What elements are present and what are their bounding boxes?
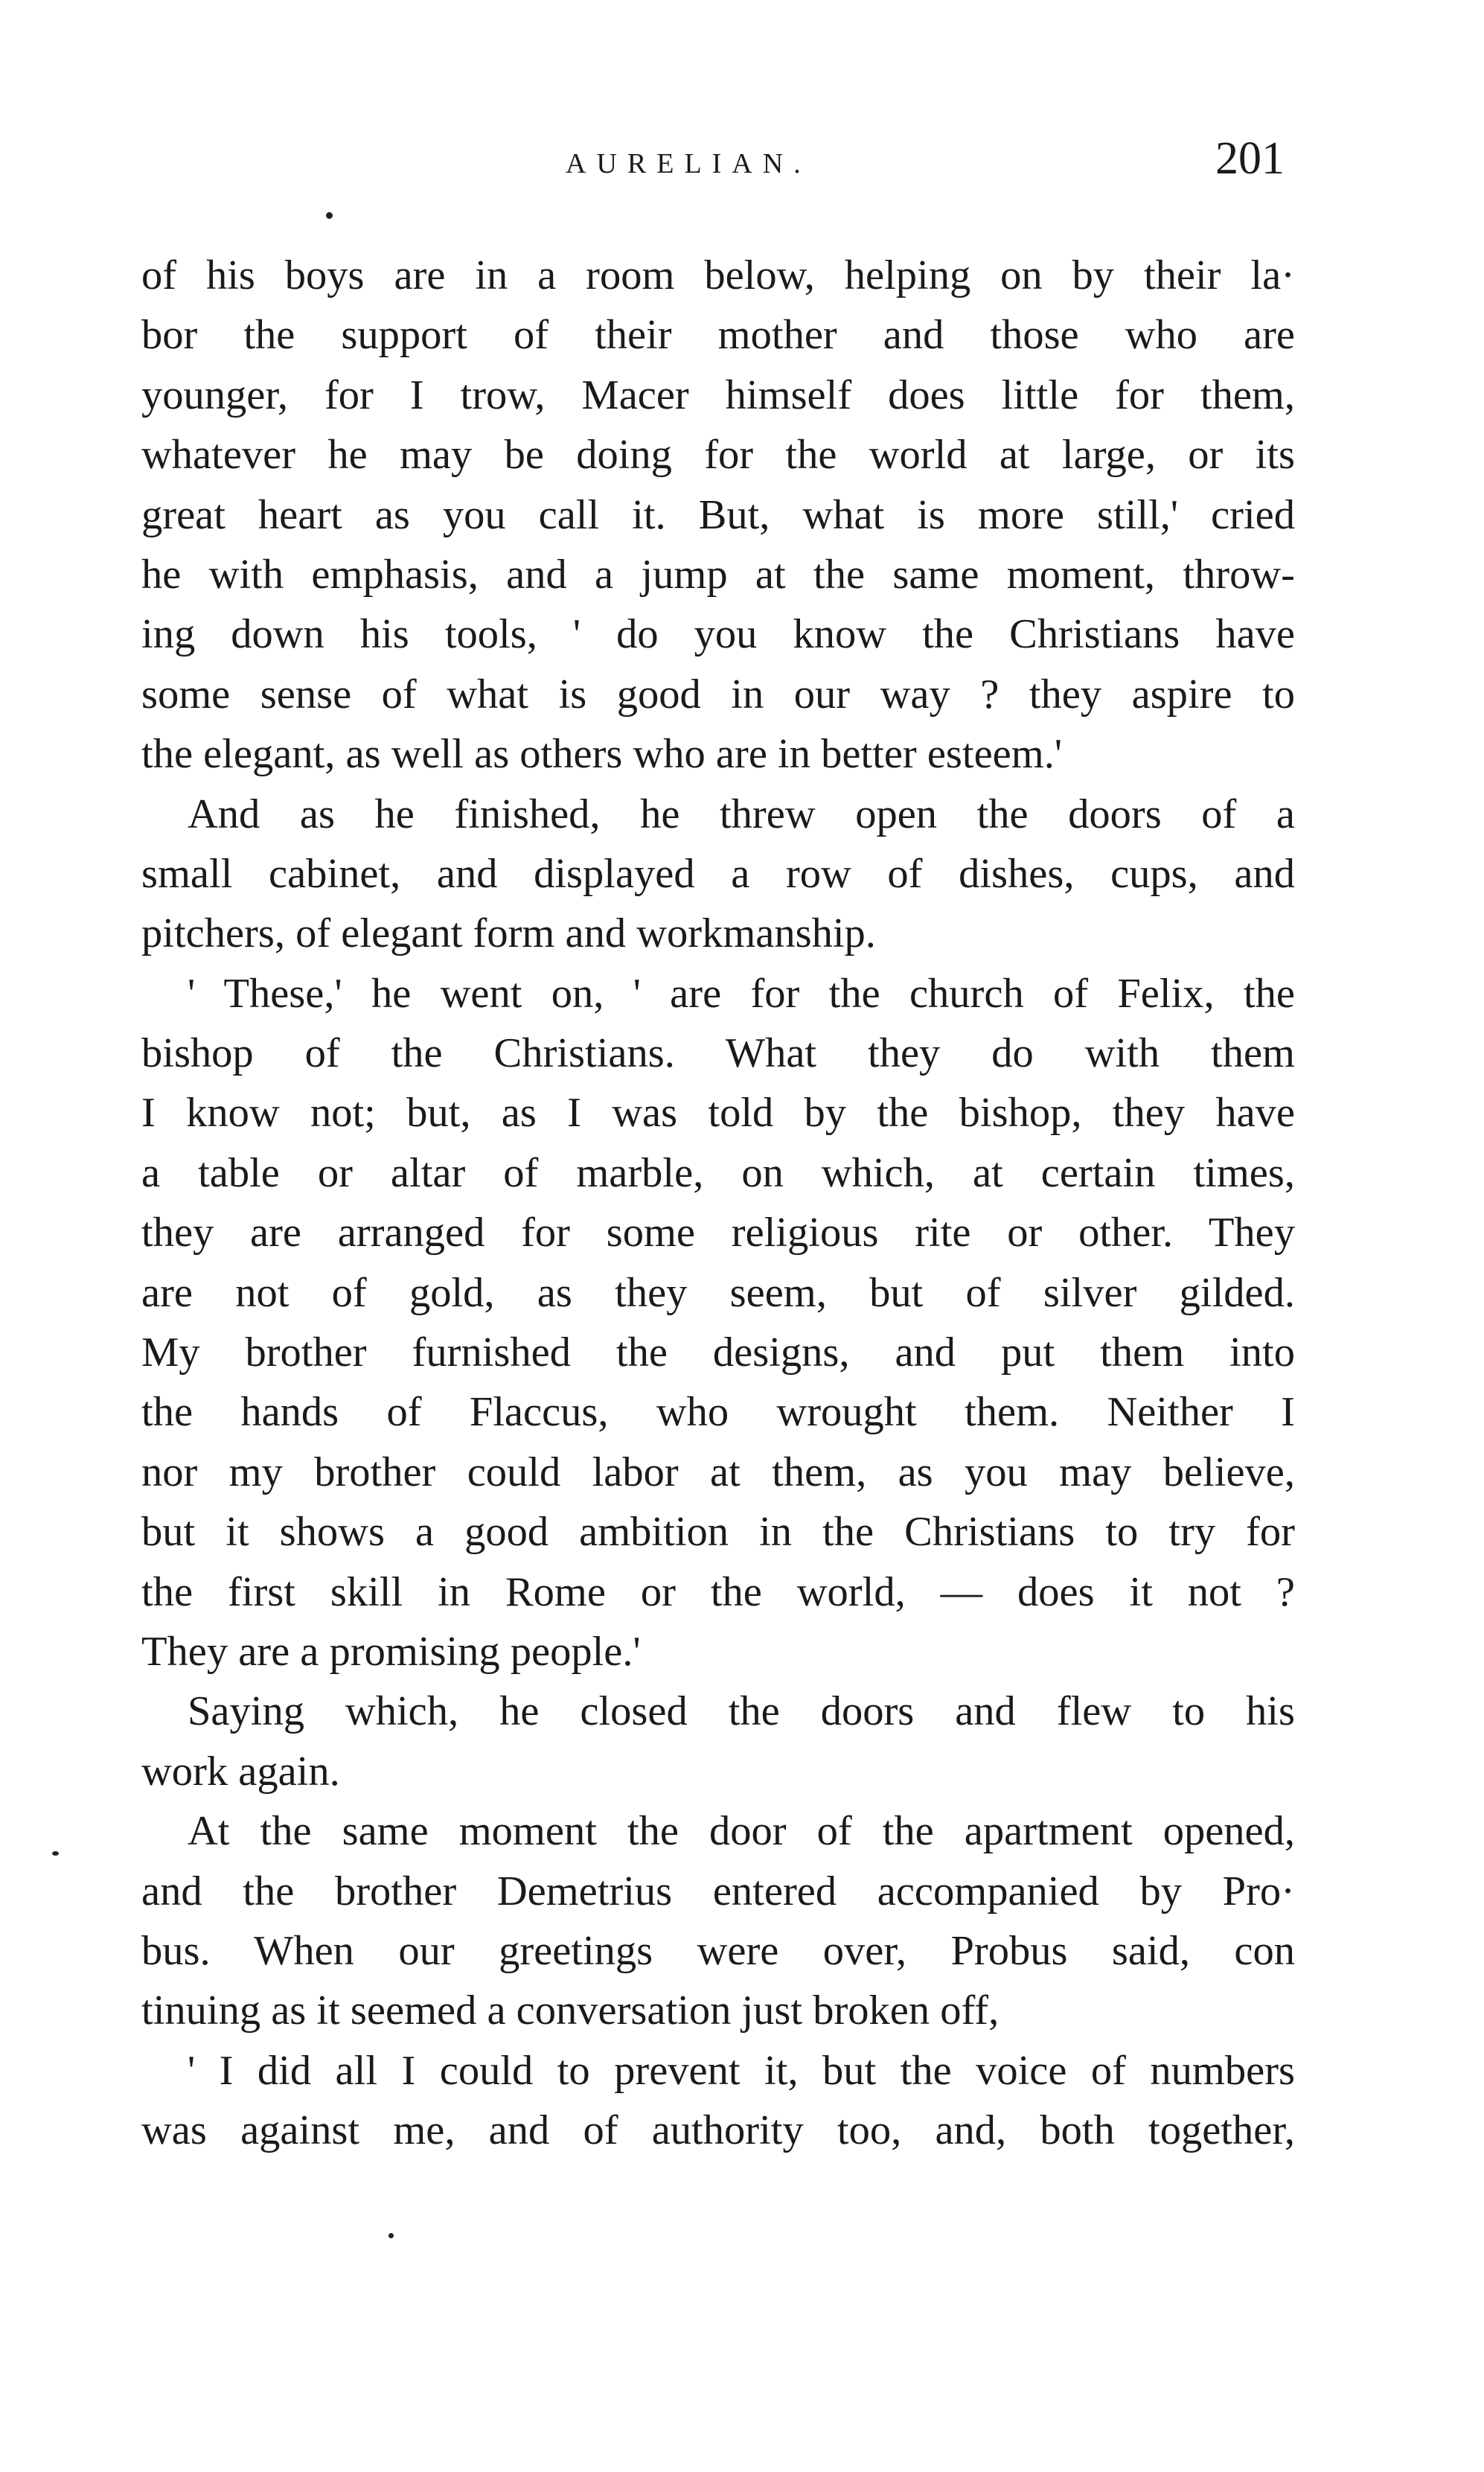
text-line: My brother furnished the designs, and put them into	[141, 1329, 1295, 1376]
scan-speck	[52, 1851, 59, 1856]
text-line: great heart as you call it. But, what is more still,' cried	[141, 491, 1295, 538]
page-number: 201	[1215, 133, 1285, 184]
text-line: ing down his tools, ' do you know the Christians have	[141, 611, 1295, 658]
text-line: small cabinet, and displayed a row of dishes, cups, and	[141, 850, 1295, 897]
text-line: ' These,' he went on, ' are for the church of Felix, the	[188, 970, 1295, 1017]
text-line: younger, for I trow, Macer himself does little for them,	[141, 371, 1295, 418]
text-line: they are arranged for some religious rite or other. They	[141, 1210, 1295, 1256]
text-line: some sense of what is good in our way ? they aspire to	[141, 671, 1295, 718]
text-line: ' I did all I could to prevent it, but the voice of numbers	[188, 2047, 1295, 2094]
running-head: AURELIAN.	[566, 148, 811, 179]
text-line: the elegant, as well as others who are in better esteem.'	[141, 731, 1063, 778]
text-line: he with emphasis, and a jump at the same moment, throw-	[141, 551, 1295, 598]
text-line: They are a promising people.'	[141, 1628, 641, 1675]
text-line: nor my brother could labor at them, as you may believe,	[141, 1449, 1295, 1495]
text-line: I know not; but, as I was told by the bishop, they have	[141, 1090, 1295, 1137]
text-line: At the same moment the door of the apartment opened,	[188, 1808, 1295, 1855]
body-text	[141, 246, 1295, 2161]
text-line: but it shows a good ambition in the Christians to try for	[141, 1509, 1295, 1556]
text-line: bus. When our greetings were over, Probus said, con	[141, 1927, 1295, 1974]
text-line: bishop of the Christians. What they do with them	[141, 1030, 1295, 1077]
text-line: the first skill in Rome or the world, — does it not ?	[141, 1568, 1295, 1615]
text-line: tinuing as it seemed a conversation just broken off,	[141, 1987, 1000, 2034]
text-line: the hands of Flaccus, who wrought them. Neither I	[141, 1389, 1295, 1436]
text-line: whatever he may be doing for the world at large, or its	[141, 432, 1295, 479]
text-line: bor the support of their mother and those who are	[141, 312, 1295, 359]
text-line: of his boys are in a room below, helping on by their la·	[141, 252, 1295, 298]
text-line: And as he finished, he threw open the doors of a	[188, 791, 1295, 837]
text-line: pitchers, of elegant form and workmanship.	[141, 910, 876, 957]
text-line: a table or altar of marble, on which, at certain times,	[141, 1149, 1295, 1196]
scan-speck	[326, 212, 333, 219]
text-line: Saying which, he closed the doors and flew to his	[188, 1688, 1295, 1735]
text-line: are not of gold, as they seem, but of silver gilded.	[141, 1269, 1295, 1316]
text-line: work again.	[141, 1748, 340, 1795]
scan-speck	[388, 2233, 394, 2238]
text-line: and the brother Demetrius entered accompanied by Pro·	[141, 1868, 1295, 1914]
text-line: was against me, and of authority too, and, both together,	[141, 2107, 1295, 2154]
